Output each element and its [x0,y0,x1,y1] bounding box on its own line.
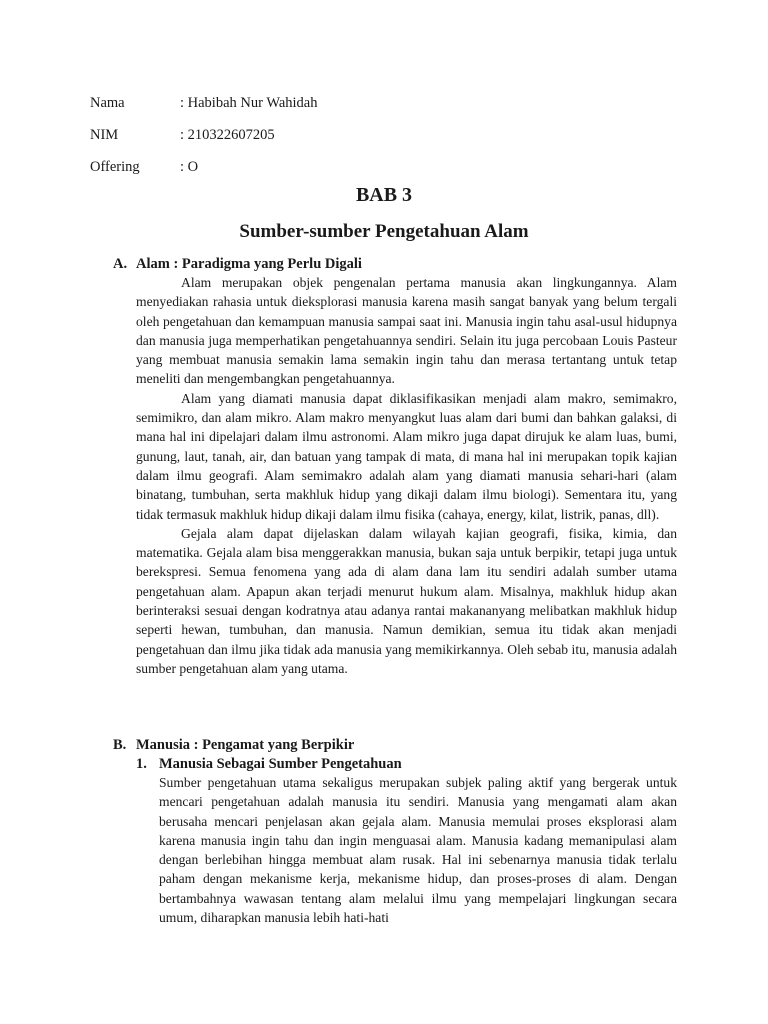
paragraph: Gejala alam dapat dijelaskan dalam wilayah kajian geografi, fisika, kimia, dan matematika. Gejala alam bisa menggerakkan manusia, bukan saja untuk berpikir, tetapi juga untuk berekspresi. Semua fenomena yang ada di alam dana lam itu sendiri adalah sumber utama pengetahuan alam. Apapun akan terjadi menurut hukum alam. Misalnya, makhluk hidup akan berinteraksi sesuai dengan kodratnya atau adanya rantai makananyang melibatkan makhluk hidup seperti hewan, tumbuhan, dan manusia. Namun demikian, semua itu tidak akan menjadi pengetahuan dan ilmu jika tidak ada manusia yang memikirkannya. Oleh sebab itu, manusia adalah sumber pengetahuan alam yang utama. [136,525,677,676]
identity-value: : 210322607205 [180,127,275,143]
chapter-title: Sumber-sumber Pengetahuan Alam [239,221,529,242]
section-title: Alam : Paradigma yang Perlu Digali [136,256,362,272]
section-a-body [136,273,677,678]
section-letter: A. [113,256,128,272]
identity-label: Nama [90,95,125,111]
section-title: Manusia : Pengamat yang Berpikir [136,737,355,753]
subsection-1-body [159,773,677,927]
paragraph: Alam yang diamati manusia dapat diklasifikasikan menjadi alam makro, semimakro, semimikro, dan alam mikro. Alam makro menyangkut luas alam dari bumi dan bahkan galaksi, di mana hal ini dipelajari dalam ilmu astronomi. Alam mikro juga dapat dirujuk ke alam luas, bumi, gunung, laut, tanah, air, dan batuan yang tampak di mata, di mana hal ini merupakan topik kajian dalam ilmu geografi. Alam semimakro adalah alam yang diamati manusia sehari-hari (alam binatang, tumbuhan, serta makhluk hidup yang dikaji dalam ilmu biologi). Sementara itu, yang tidak termasuk makhluk hidup dikaji dalam ilmu fisika (cahaya, energy, kilat, listrik, panas, dll). [136,390,677,522]
identity-row-name [90,93,318,125]
identity-label: NIM [90,127,119,143]
subsection-title: Manusia Sebagai Sumber Pengetahuan [159,756,402,772]
identity-value: : O [180,159,199,175]
chapter-number: BAB 3 [355,184,413,206]
section-letter: B. [113,737,127,753]
paragraph: Sumber pengetahuan utama sekaligus merupakan subjek paling aktif yang bergerak untuk mencari pengetahuan adalah manusia itu sendiri. Manusia yang mengamati alam akan berusaha mencari penjelasan akan gejala alam. Manusia memulai proses eksplorasi alam karena manusia ingin tahu dan ingin menguasai alam. Manusia kadang memanipulasi alam dengan berlebihan hingga membuat alam rusak. Hal ini sebenarnya manusia tidak terlalu paham dengan mekanisme kerja, mekanisme hidup, dan proses-proses di alam. Dengan bertambahnya wawasan tentang alam melalui ilmu yang mempelajari lingkungan secara umum, diharapkan manusia lebih hati-hati [159,775,677,926]
paragraph: Alam merupakan objek pengenalan pertama manusia akan lingkungannya. Alam menyediakan rahasia untuk dieksplorasi manusia karena masih sangat banyak yang belum tergali oleh pengetahuan dan kemampuan manusia sampai saat ini. Manusia ingin tahu asal-usul hidupnya dan manusia juga memperhatikan pengetahuannya sendiri. Selain itu juga percobaan Louis Pasteur yang membuat manusia semakin lama semakin ingin tahu dan merasa tertantang untuk tetap meneliti dan mengembangkan pengetahuannya. [136,275,677,387]
subsection-1-heading [136,755,402,774]
identity-label: Offering [90,159,140,175]
identity-value: : Habibah Nur Wahidah [180,95,318,111]
section-a-heading [113,255,362,274]
identity-row-nim [90,125,318,157]
section-b-heading [113,736,354,755]
subsection-number: 1. [136,756,147,772]
student-identity [90,93,318,189]
